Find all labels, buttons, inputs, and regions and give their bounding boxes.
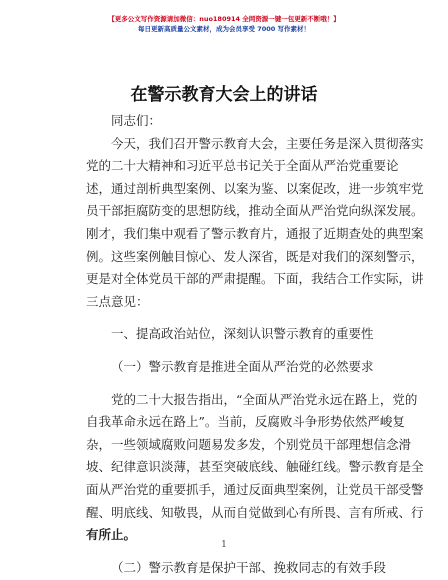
paragraph-line: 今天，我们召开警示教育大会，主要任务是深入贯彻落实	[111, 135, 424, 151]
page-number: 1	[221, 540, 227, 550]
paragraph-line: 员干部拒腐防变的思想防线，推动全面从严治党向纵深发展。	[86, 203, 424, 219]
promo-line-2: 每日更新高质量公文素材，成为会员享受 7000 写作素材！	[137, 25, 311, 33]
promo-banner	[0, 14, 448, 34]
subsection-heading-2: （二）警示教育是保护干部、挽救同志的有效手段	[111, 559, 387, 575]
salutation: 同志们：	[111, 113, 162, 128]
paragraph-line: 面从严治党的重要抓手，通过反面典型案例，让党员干部受警	[86, 481, 424, 497]
paragraph-line: 三点意见：	[86, 293, 149, 309]
paragraph-line: 例。这些案例触目惊心、发人深省，既是对我们的深刻警示，	[86, 248, 424, 264]
paragraph-line: 醒、明底线、知敬畏，从而自觉做到心有所畏、言有所戒、行	[86, 504, 424, 520]
document-title: 在警示教育大会上的讲话	[130, 85, 318, 105]
promo-line-1: 【更多公文写作资源请加微信：nuo180914 全网资源一键一包更新不断哦！】	[108, 15, 340, 23]
paragraph-line: 坡、纪律意识淡薄，甚至突破底线、触碰红线。警示教育是全	[86, 459, 424, 475]
paragraph-line: 更是对全体党员干部的严肃提醒。下面，我结合工作实际，讲	[86, 271, 424, 287]
section-heading-1: 一、提高政治站位，深刻认识警示教育的重要性	[111, 326, 374, 342]
document-body	[86, 110, 424, 579]
paragraph-line: 刚才，我们集中观看了警示教育片，通报了近期查处的典型案	[86, 225, 424, 241]
paragraph-line: 述，通过剖析典型案例、以案为鉴、以案促改，进一步筑牢党	[86, 180, 424, 196]
paragraph-line: 党的二十大报告指出，“全面从严治党永远在路上，党的	[111, 391, 418, 407]
subsection-heading-1: （一）警示教育是推进全面从严治党的必然要求	[111, 358, 374, 374]
paragraph-line: 杂，一些领域腐败问题易发多发，个别党员干部理想信念滑	[86, 436, 412, 452]
paragraph-line: 党的二十大精神和习近平总书记关于全面从严治党重要论	[86, 158, 399, 174]
paragraph-line: 有所止。	[86, 527, 137, 543]
paragraph-line: 自我革命永远在路上”。当前，反腐败斗争形势依然严峻复	[86, 414, 405, 430]
